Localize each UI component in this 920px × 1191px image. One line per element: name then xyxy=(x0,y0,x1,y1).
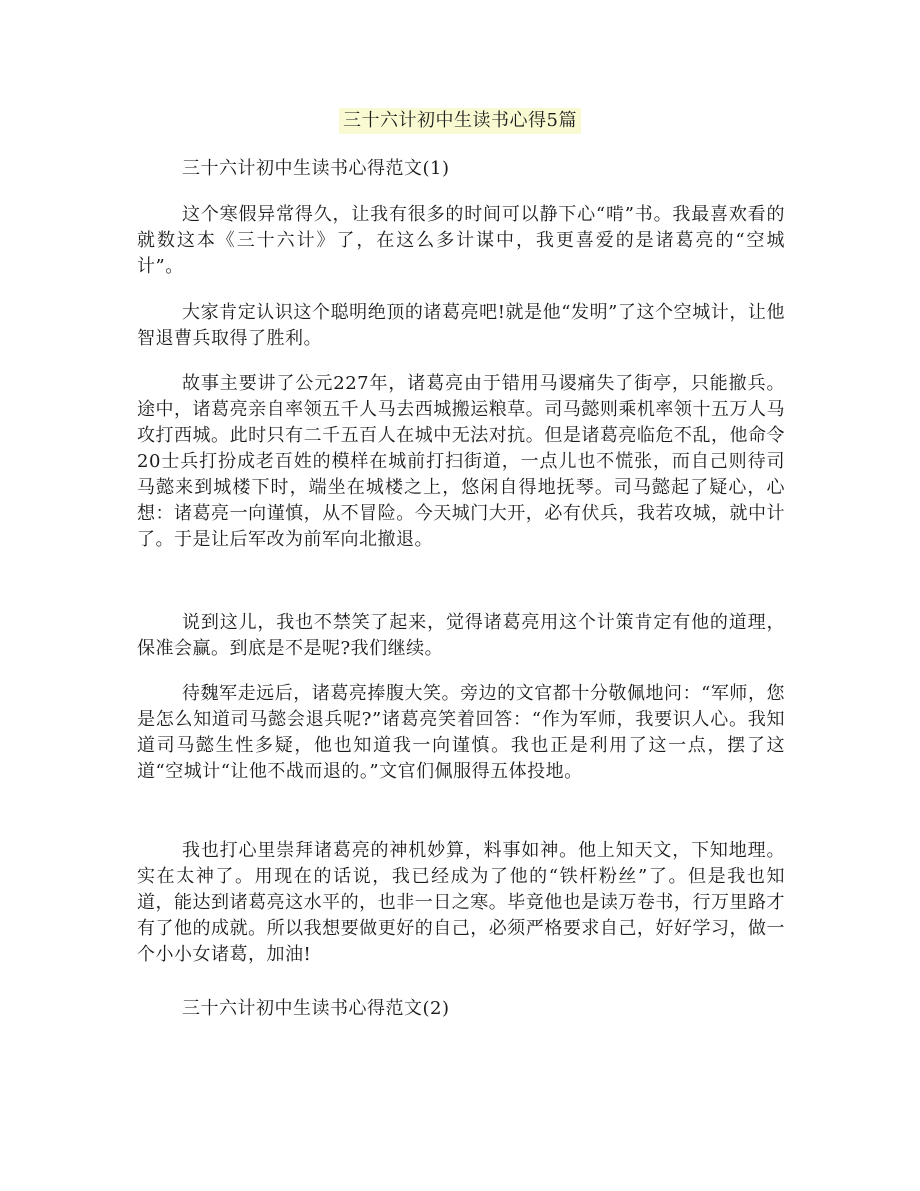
section-heading-2: 三十六计初中生读书心得范文(2) xyxy=(182,998,450,1019)
paragraph-3: 故事主要讲了公元227年，诸葛亮由于错用马谡痛失了街亭，只能撤兵。途中，诸葛亮亲自率领五千人马去西城搬运粮草。司马懿则乘机率领十五万人马攻打西城。此时只有二千五百人在城中无法对抗。但是诸葛亮临危不乱，他命令20士兵打扮成老百姓的模样在城前打扫街道，一点儿也不慌张，而自己则待司马懿来到城楼下时，端坐在城楼之上，悠闲自得地抚琴。司马懿起了疑心，心想：诸葛亮一向谨慎，从不冒险。今天城门大开，必有伏兵，我若攻城，就中计了。于是让后军改为前军向北撤退。 xyxy=(137,373,785,550)
paragraph-5: 待魏军走远后，诸葛亮捧腹大笑。旁边的文官都十分敬佩地问：“军师，您是怎么知道司马懿会退兵呢?”诸葛亮笑着回答：“作为军师，我要识人心。我知道司马懿生性多疑，他也知道我一向谨慎。我也正是利用了这一点，摆了这道“空城计“让他不战而退的。”文官们佩服得五体投地。 xyxy=(137,683,785,782)
paragraph-4: 说到这儿，我也不禁笑了起来，觉得诸葛亮用这个计策肯定有他的道理，保准会赢。到底是不是呢?我们继续。 xyxy=(137,612,785,659)
paragraph-2: 大家肯定认识这个聪明绝顶的诸葛亮吧!就是他“发明”了这个空城计，让他智退曹兵取得了胜利。 xyxy=(137,302,785,349)
paragraph-6: 我也打心里崇拜诸葛亮的神机妙算，料事如神。他上知天文，下知地理。实在太神了。用现在的话说，我已经成为了他的“铁杆粉丝”了。但是我也知道，能达到诸葛亮这水平的，也非一日之寒。毕竟他也是读万卷书，行万里路才有了他的成就。所以我想要做更好的自己，必须严格要求自己，好好学习，做一个小小女诸葛，加油! xyxy=(137,840,785,965)
title-container xyxy=(0,108,920,134)
paragraph-1: 这个寒假异常得久，让我有很多的时间可以静下心“啃”书。我最喜欢看的就数这本《三十六计》了，在这么多计谋中，我更喜爱的是诸葛亮的“空城计”。 xyxy=(137,204,785,277)
document-title: 三十六计初中生读书心得5篇 xyxy=(339,108,581,134)
section-heading-1: 三十六计初中生读书心得范文(1) xyxy=(182,158,450,179)
